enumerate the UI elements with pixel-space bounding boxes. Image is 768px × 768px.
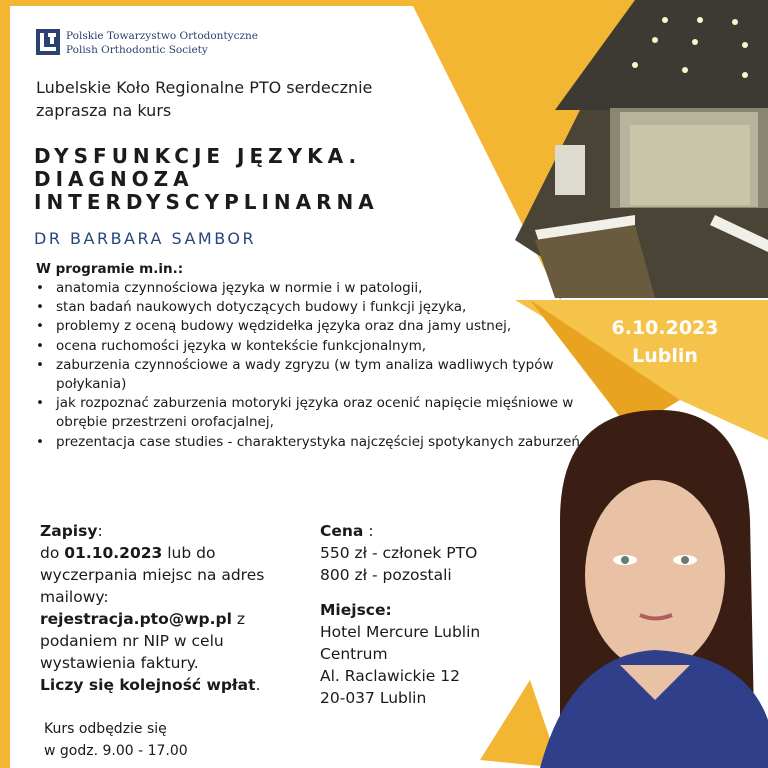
signup-post-email: z podaniem nr NIP w celu wystawienia faktury. [40, 610, 246, 672]
event-city: Lublin [632, 345, 698, 367]
society-name-polish: Polskie Towarzystwo Ortodontyczne [66, 30, 258, 42]
venue-line-2: Centrum [320, 645, 388, 663]
signup-post-date: lub do wyczerpania miejsc na adres mailowy: [40, 544, 265, 606]
list-item: • prezentacja case studies - charakterystyka najczęściej spotykanych zaburzeń. [56, 433, 616, 452]
venue-line-4: 20-037 Lublin [320, 689, 427, 707]
course-title [34, 145, 454, 214]
signup-section [40, 520, 300, 696]
intro-text [36, 76, 436, 122]
venue-line-3: Al. Raclawickie 12 [320, 667, 460, 685]
signup-order-note: Liczy się kolejność wpłat [40, 676, 256, 694]
program-list [20, 279, 616, 452]
course-title-line-3: INTERDYSCYPLINARNA [34, 190, 379, 214]
price-section [320, 520, 540, 586]
list-item: • anatomia czynnościowa języka w normie i w patologii, [56, 279, 616, 298]
hours-line-1: Kurs odbędzie się [44, 721, 167, 737]
list-item: • ocena ruchomości języka w kontekście funkcjonalnym, [56, 337, 616, 356]
price-other: 800 zł - pozostali [320, 566, 452, 584]
event-date-location [600, 314, 730, 370]
conference-hall-photo [515, 0, 768, 298]
price-colon: : [363, 522, 374, 540]
course-title-line-1: DYSFUNKCJE JĘZYKA. [34, 144, 362, 168]
hours-line-2: w godz. 9.00 - 17.00 [44, 743, 188, 759]
venue-section [320, 599, 540, 709]
signup-colon: : [97, 522, 103, 540]
list-item: • zaburzenia czynnościowe a wady zgryzu (w tym analiza wadliwych typów połykania) [56, 356, 616, 394]
speaker-portrait-photo [500, 400, 768, 768]
course-title-line-2: DIAGNOZA [34, 167, 194, 191]
signup-heading: Zapisy [40, 522, 98, 540]
venue-heading: Miejsce: [320, 601, 392, 619]
signup-pre-date: do [40, 544, 65, 562]
top-yellow-border [0, 0, 420, 6]
list-item: • jak rozpoznać zaburzenia motoryki języka oraz ocenić napięcie mięśniowe w obrębie przestrzeni orofacjalnej, [56, 394, 616, 432]
event-date: 6.10.2023 [611, 317, 719, 339]
intro-line-2: zaprasza na kurs [36, 101, 172, 120]
course-hours [44, 718, 188, 762]
list-item: • stan badań naukowych dotyczących budowy i funkcji języka, [56, 298, 616, 317]
society-name-english: Polish Orthodontic Society [66, 44, 208, 56]
venue-line-1: Hotel Mercure Lublin [320, 623, 481, 641]
pto-logo-icon [36, 29, 60, 55]
list-item: • problemy z oceną budowy wędzidełka języka oraz dna jamy ustnej, [56, 317, 616, 336]
left-yellow-border [0, 0, 10, 768]
signup-order-dot: . [255, 676, 261, 694]
price-member: 550 zł - członek PTO [320, 544, 478, 562]
signup-deadline: 01.10.2023 [64, 544, 163, 562]
society-name [66, 29, 258, 57]
price-heading: Cena [320, 522, 364, 540]
speaker-name: DR BARBARA SAMBOR [34, 229, 257, 248]
program-heading: W programie m.in.: [36, 261, 184, 277]
signup-email-link[interactable]: rejestracja.pto@wp.pl [40, 610, 232, 628]
intro-line-1: Lubelskie Koło Regionalne PTO serdecznie [36, 78, 373, 97]
